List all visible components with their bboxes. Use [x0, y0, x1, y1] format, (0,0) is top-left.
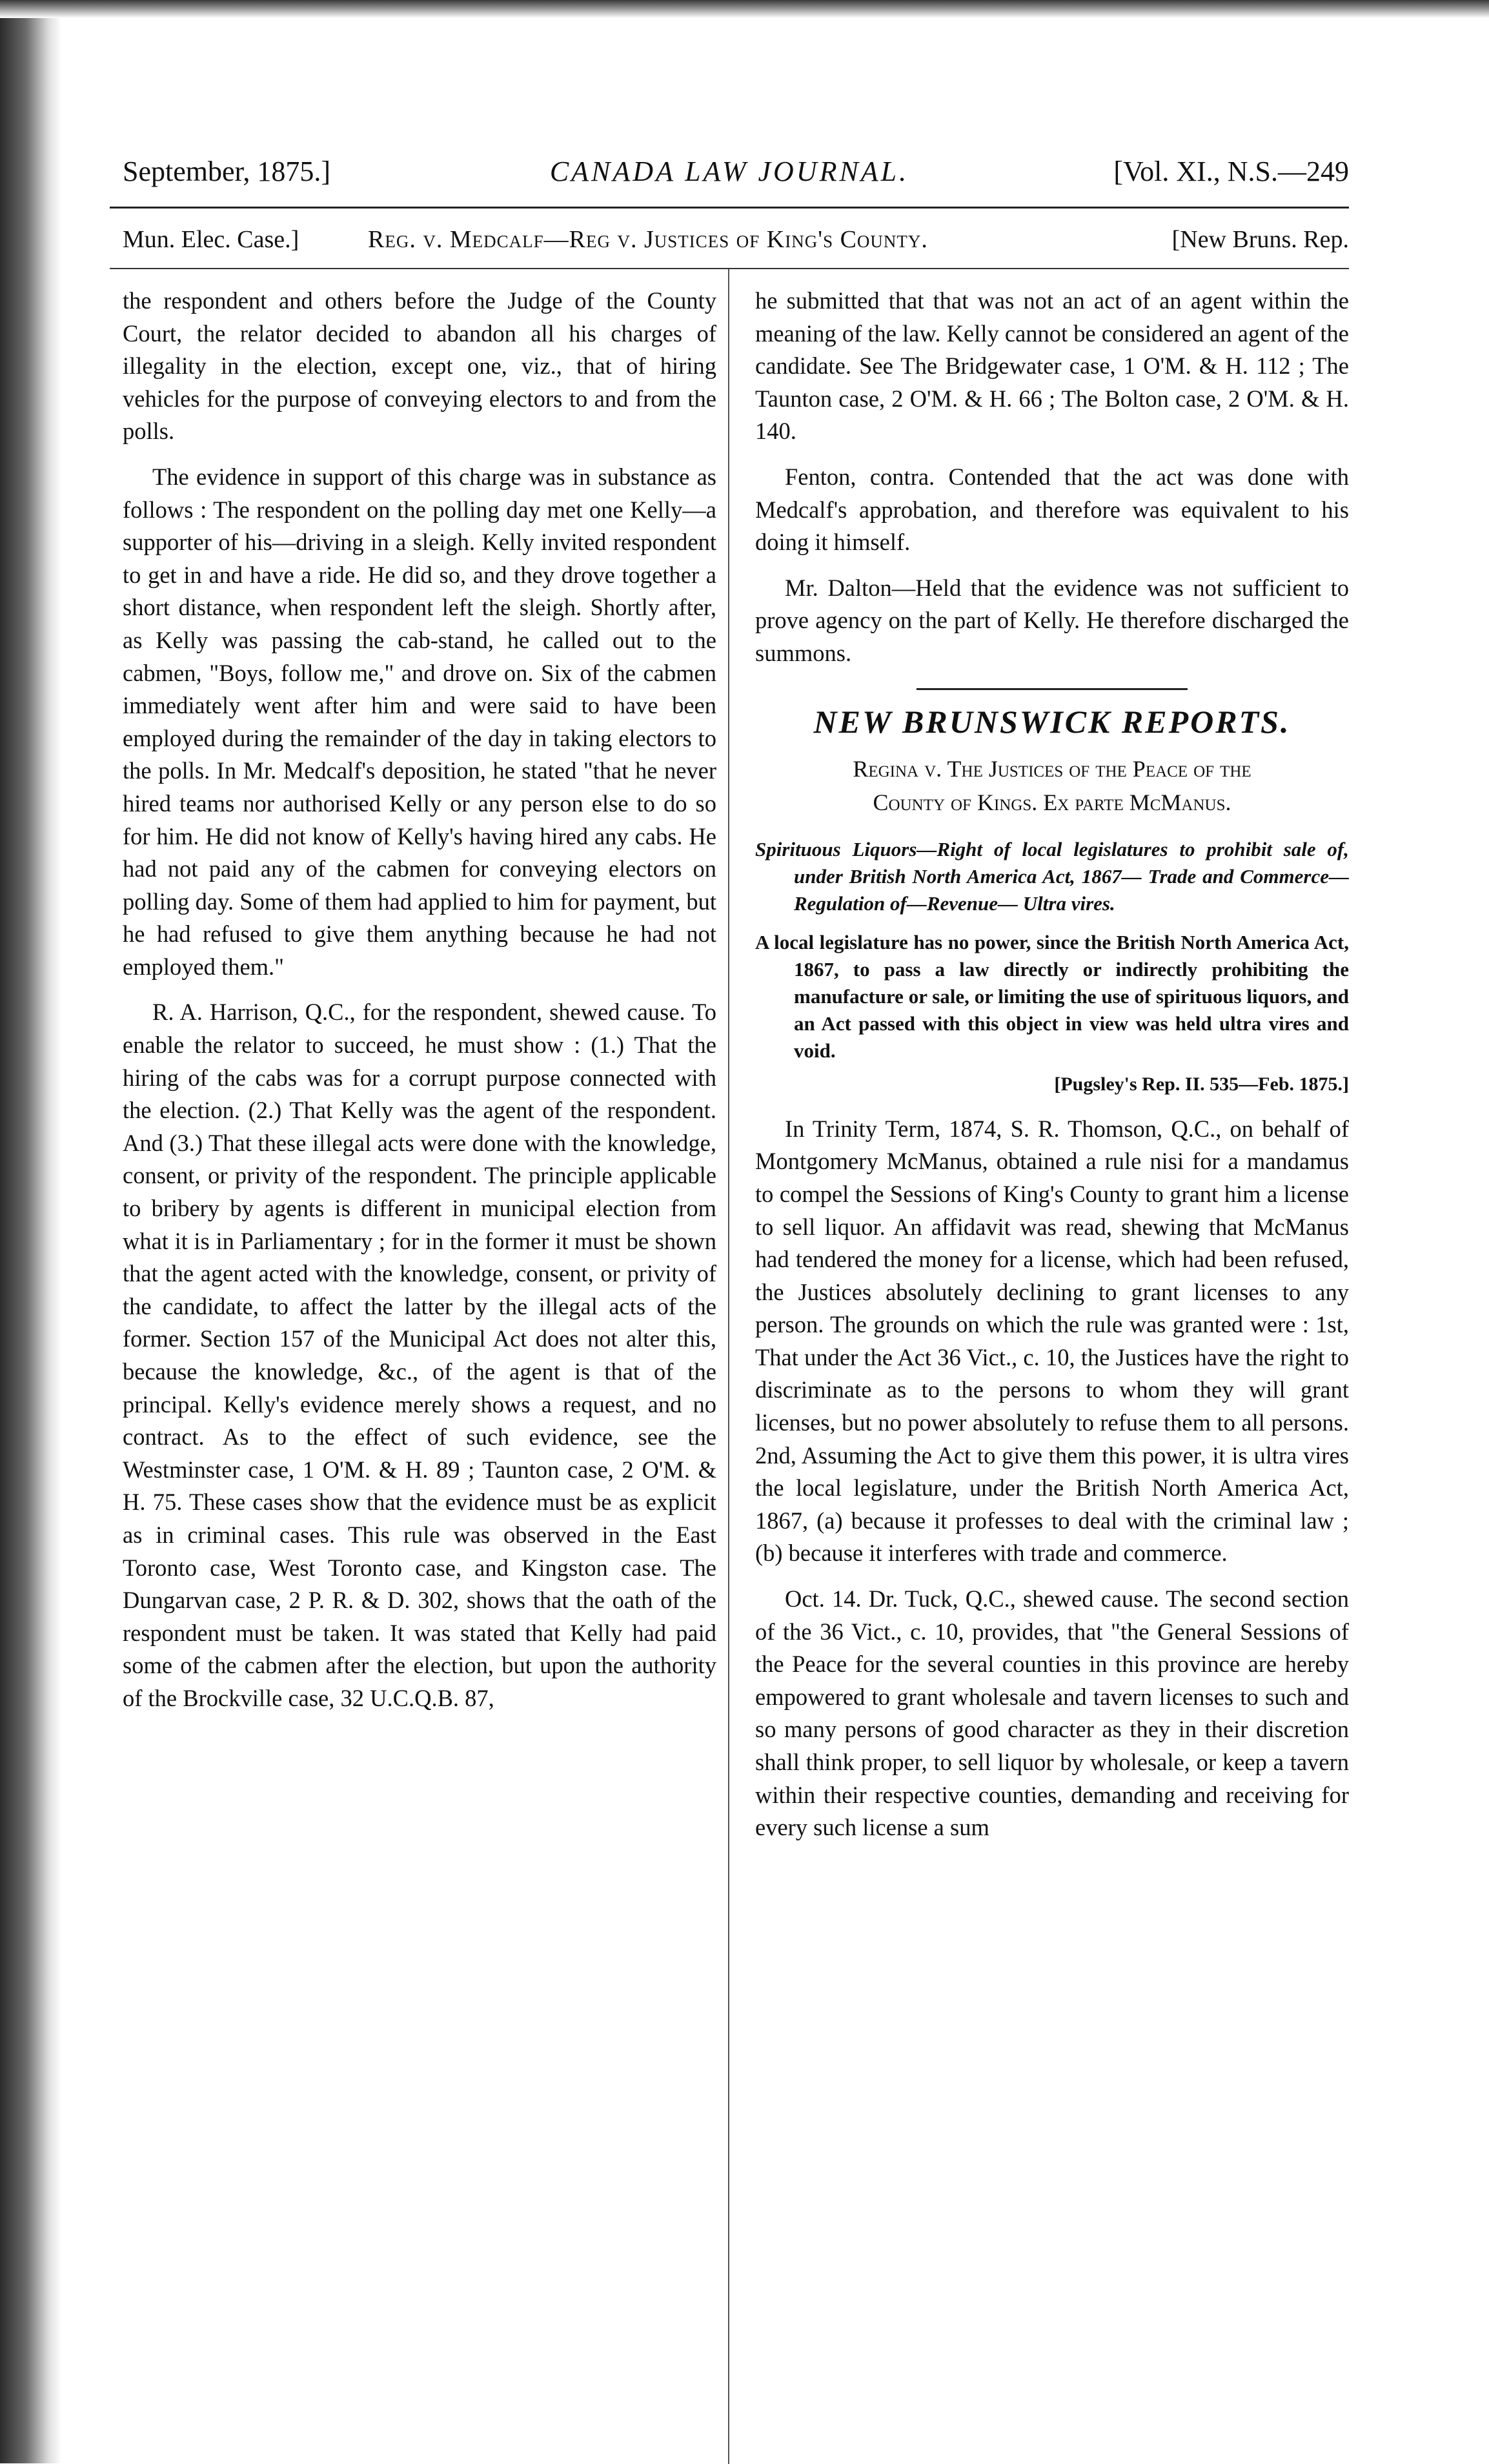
journal-page	[110, 155, 1349, 2451]
case-header-center: Reg. v. Medcalf—Reg v. Justices of King's County.	[368, 226, 928, 253]
section-rule	[917, 688, 1188, 690]
header-date: September, 1875.]	[123, 156, 331, 187]
case-title-line: County of Kings. Ex parte McManus.	[873, 789, 1231, 816]
report-citation: [Pugsley's Rep. II. 535—Feb. 1875.]	[1054, 1074, 1349, 1095]
paragraph: The evidence in support of this charge was in substance as follows : The respondent on the polling day met one Kelly—a supporter of his—driving in a sleigh. Kelly invited respondent to get in and have a ride. He did so, and they drove together a short distance, when respondent left the sleigh. Shortly after, as Kelly was passing the cab-stand, he called out to the cabmen, "Boys, follow me," and drove on. Six of the cabmen immediately went after him and were said to have been employed during the remainder of the day in taking electors to the polls. In Mr. Medcalf's deposition, he stated "that he never hired teams nor authorised Kelly or any person else to do so for him. He did not know of Kelly's having hired any cabs. He had not paid any of the cabmen for conveying electors on polling day. Some of them had applied to him for payment, but he had refused to give them anything because he had not employed them."	[123, 463, 716, 980]
paragraph: Mr. Dalton—Held that the evidence was not sufficient to prove agency on the part of Kelly. He therefore discharged the summons.	[755, 574, 1349, 666]
left-column	[123, 285, 716, 1728]
paragraph: he submitted that that was not an act of an agent within the meaning of the law. Kelly cannot be considered an agent of the candidate. See The Bridgewater case, 1 O'M. & H. 112 ; The Taunton case, 2 O'M. & H. 66 ; The Bolton case, 2 O'M. & H. 140.	[755, 287, 1349, 445]
scan-binding-edge	[0, 0, 61, 2463]
case-title	[755, 752, 1349, 819]
paragraph: Oct. 14. Dr. Tuck, Q.C., shewed cause. The second section of the 36 Vict., c. 10, provides, that "the General Sessions of the Peace for the several counties in this province are hereby empowered to grant wholesale and tavern licenses to such and so many persons of good character as they in their discretion shall think proper, to sell liquor by wholesale, or keep a tavern within their respective counties, demanding and receiving for every such license a sum	[755, 1585, 1349, 1841]
case-header-left: Mun. Elec. Case.]	[123, 226, 299, 253]
paragraph: the respondent and others before the Judge of the County Court, the relator decided to abandon all his charges of illegality in the election, except one, viz., that of hiring vehicles for the purpose of conveying electors to and from the polls.	[123, 287, 716, 445]
section-title: NEW BRUNSWICK REPORTS.	[813, 703, 1291, 740]
right-column	[755, 285, 1349, 1857]
headnote-title: Spirituous Liquors—Right of local legislatures to prohibit sale of, under British North America Act, 1867— Trade and Commerce—Regulation of—Revenue— Ultra vires.	[755, 838, 1349, 915]
running-header	[110, 155, 1349, 200]
headnote: A local legislature has no power, since the British North America Act, 1867, to pass a law directly or indirectly prohibiting the manufacture or sale, or limiting the use of spirituous liquors, and an Act passed with this object in view was held ultra vires and void.	[755, 931, 1349, 1063]
scan-top-edge	[0, 0, 1489, 18]
paragraph: R. A. Harrison, Q.C., for the respondent, shewed cause. To enable the relator to succeed, he must show : (1.) That the hiring of the cabs was for a corrupt purpose connected with the election. (2.) That Kelly was the agent of the respondent. And (3.) That these illegal acts were done with the knowledge, consent, or privity of the respondent. The principle applicable to bribery by agents is different in municipal election from what it is in Parliamentary ; for in the former it must be shown that the agent acted with the knowledge, consent, or privity of the candidate, to affect the latter by the illegal acts of the former. Section 157 of the Municipal Act does not alter this, because the knowledge, &c., of the agent is that of the principal. Kelly's evidence merely shows a request, and no contract. As to the effect of such evidence, see the Westminster case, 1 O'M. & H. 89 ; Taunton case, 2 O'M. & H. 75. These cases show that the evidence must be as explicit as in criminal cases. This rule was observed in the East Toronto case, West Toronto case, and Kingston case. The Dungarvan case, 2 P. R. & D. 302, shows that the oath of the respondent must be taken. It was stated that Kelly had paid some of the cabmen after the election, but upon the authority of the Brockville case, 32 U.C.Q.B. 87,	[123, 999, 716, 1711]
header-journal-title: CANADA LAW JOURNAL.	[549, 156, 909, 187]
two-column-body	[110, 269, 1349, 2451]
case-header-right: [New Bruns. Rep.	[1171, 226, 1349, 253]
case-header	[110, 220, 1349, 268]
paragraph: In Trinity Term, 1874, S. R. Thomson, Q.C., on behalf of Montgomery McManus, obtained a rule nisi for a mandamus to compel the Sessions of King's County to grant him a license to sell liquor. An affidavit was read, shewing that McManus had tendered the money for a license, which had been refused, the Justices absolutely declining to grant licenses to any person. The grounds on which the rule was granted were : 1st, That under the Act 36 Vict., c. 10, the Justices have the right to discriminate as to the persons to whom they will grant licenses, but no power absolutely to refuse them to all persons. 2nd, Assuming the Act to give them this power, it is ultra vires the local legislature, under the British North America Act, 1867, (a) because it professes to deal with the criminal law ; (b) because it interferes with trade and commerce.	[755, 1115, 1349, 1567]
header-volume-page: [Vol. XI., N.S.—249	[1113, 156, 1349, 187]
paragraph: Fenton, contra. Contended that the act was done with Medcalf's approbation, and therefore was equivalent to his doing it himself.	[755, 463, 1349, 556]
header-rule	[110, 207, 1349, 209]
column-divider	[728, 269, 729, 2464]
case-title-line: Regina v. The Justices of the Peace of the	[853, 756, 1251, 782]
